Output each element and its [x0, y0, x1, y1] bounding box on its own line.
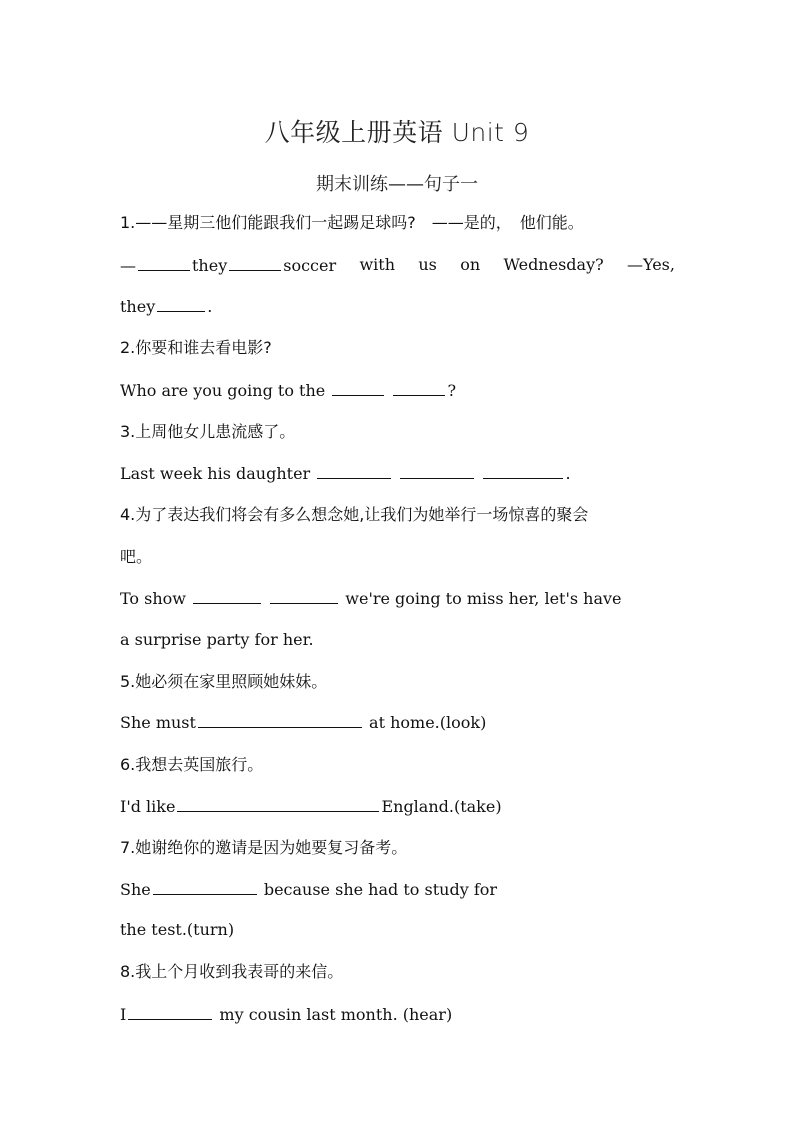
q1-word: — they soccer: [120, 256, 337, 275]
q1-word: on: [460, 255, 481, 274]
question-4-english-line1: To show we're going to miss her, let's have: [120, 589, 622, 608]
answer-blank[interactable]: [193, 587, 261, 604]
question-8-english: I my cousin last month. (hear): [120, 1005, 453, 1024]
answer-blank[interactable]: [317, 462, 391, 479]
question-6-chinese: 6.我想去英国旅行。: [120, 755, 264, 774]
question-1-english-line2: they .: [120, 297, 213, 316]
answer-blank[interactable]: [138, 254, 190, 271]
question-8-chinese: 8.我上个月收到我表哥的来信。: [120, 962, 344, 981]
answer-blank[interactable]: [128, 1003, 212, 1020]
question-7-english-line1: She because she had to study for: [120, 880, 498, 899]
question-6-english: I'd like England.(take): [120, 797, 502, 816]
answer-blank[interactable]: [229, 254, 281, 271]
question-2-chinese: 2.你要和谁去看电影?: [120, 338, 272, 357]
answer-blank[interactable]: [177, 795, 379, 812]
question-4-chinese-line2: 吧。: [120, 547, 153, 566]
answer-blank[interactable]: [157, 295, 205, 312]
question-5-chinese: 5.她必须在家里照顾她妹妹。: [120, 672, 328, 691]
answer-blank[interactable]: [153, 878, 257, 895]
page-subtitle: 期末训练——句子一: [316, 174, 478, 195]
question-4-english-line2: a surprise party for her.: [120, 630, 314, 649]
page-title: 八年级上册英语 Unit 9: [264, 118, 530, 147]
answer-blank[interactable]: [270, 587, 338, 604]
answer-blank[interactable]: [483, 462, 563, 479]
question-1-english-line1: [120, 254, 675, 277]
question-2-english: Who are you going to the ?: [120, 381, 457, 400]
answer-blank[interactable]: [198, 711, 362, 728]
answer-blank[interactable]: [400, 462, 474, 479]
question-7-chinese: 7.她谢绝你的邀请是因为她要复习备考。: [120, 838, 408, 857]
answer-blank[interactable]: [393, 379, 445, 396]
question-1-chinese: 1.——星期三他们能跟我们一起踢足球吗? ——是的， 他们能。: [120, 213, 584, 232]
q1-word: Wednesday?: [503, 255, 604, 274]
answer-blank[interactable]: [332, 379, 384, 396]
question-5-english: She must at home.(look): [120, 713, 487, 732]
question-3-english: Last week his daughter .: [120, 464, 571, 483]
q1-word: —Yes,: [627, 255, 675, 274]
question-7-english-line2: the test.(turn): [120, 920, 235, 939]
q1-word: with: [359, 255, 396, 274]
question-4-chinese-line1: 4.为了表达我们将会有多么想念她,让我们为她举行一场惊喜的聚会: [120, 505, 589, 524]
q1-word: us: [418, 255, 437, 274]
question-3-chinese: 3.上周他女儿患流感了。: [120, 422, 296, 441]
